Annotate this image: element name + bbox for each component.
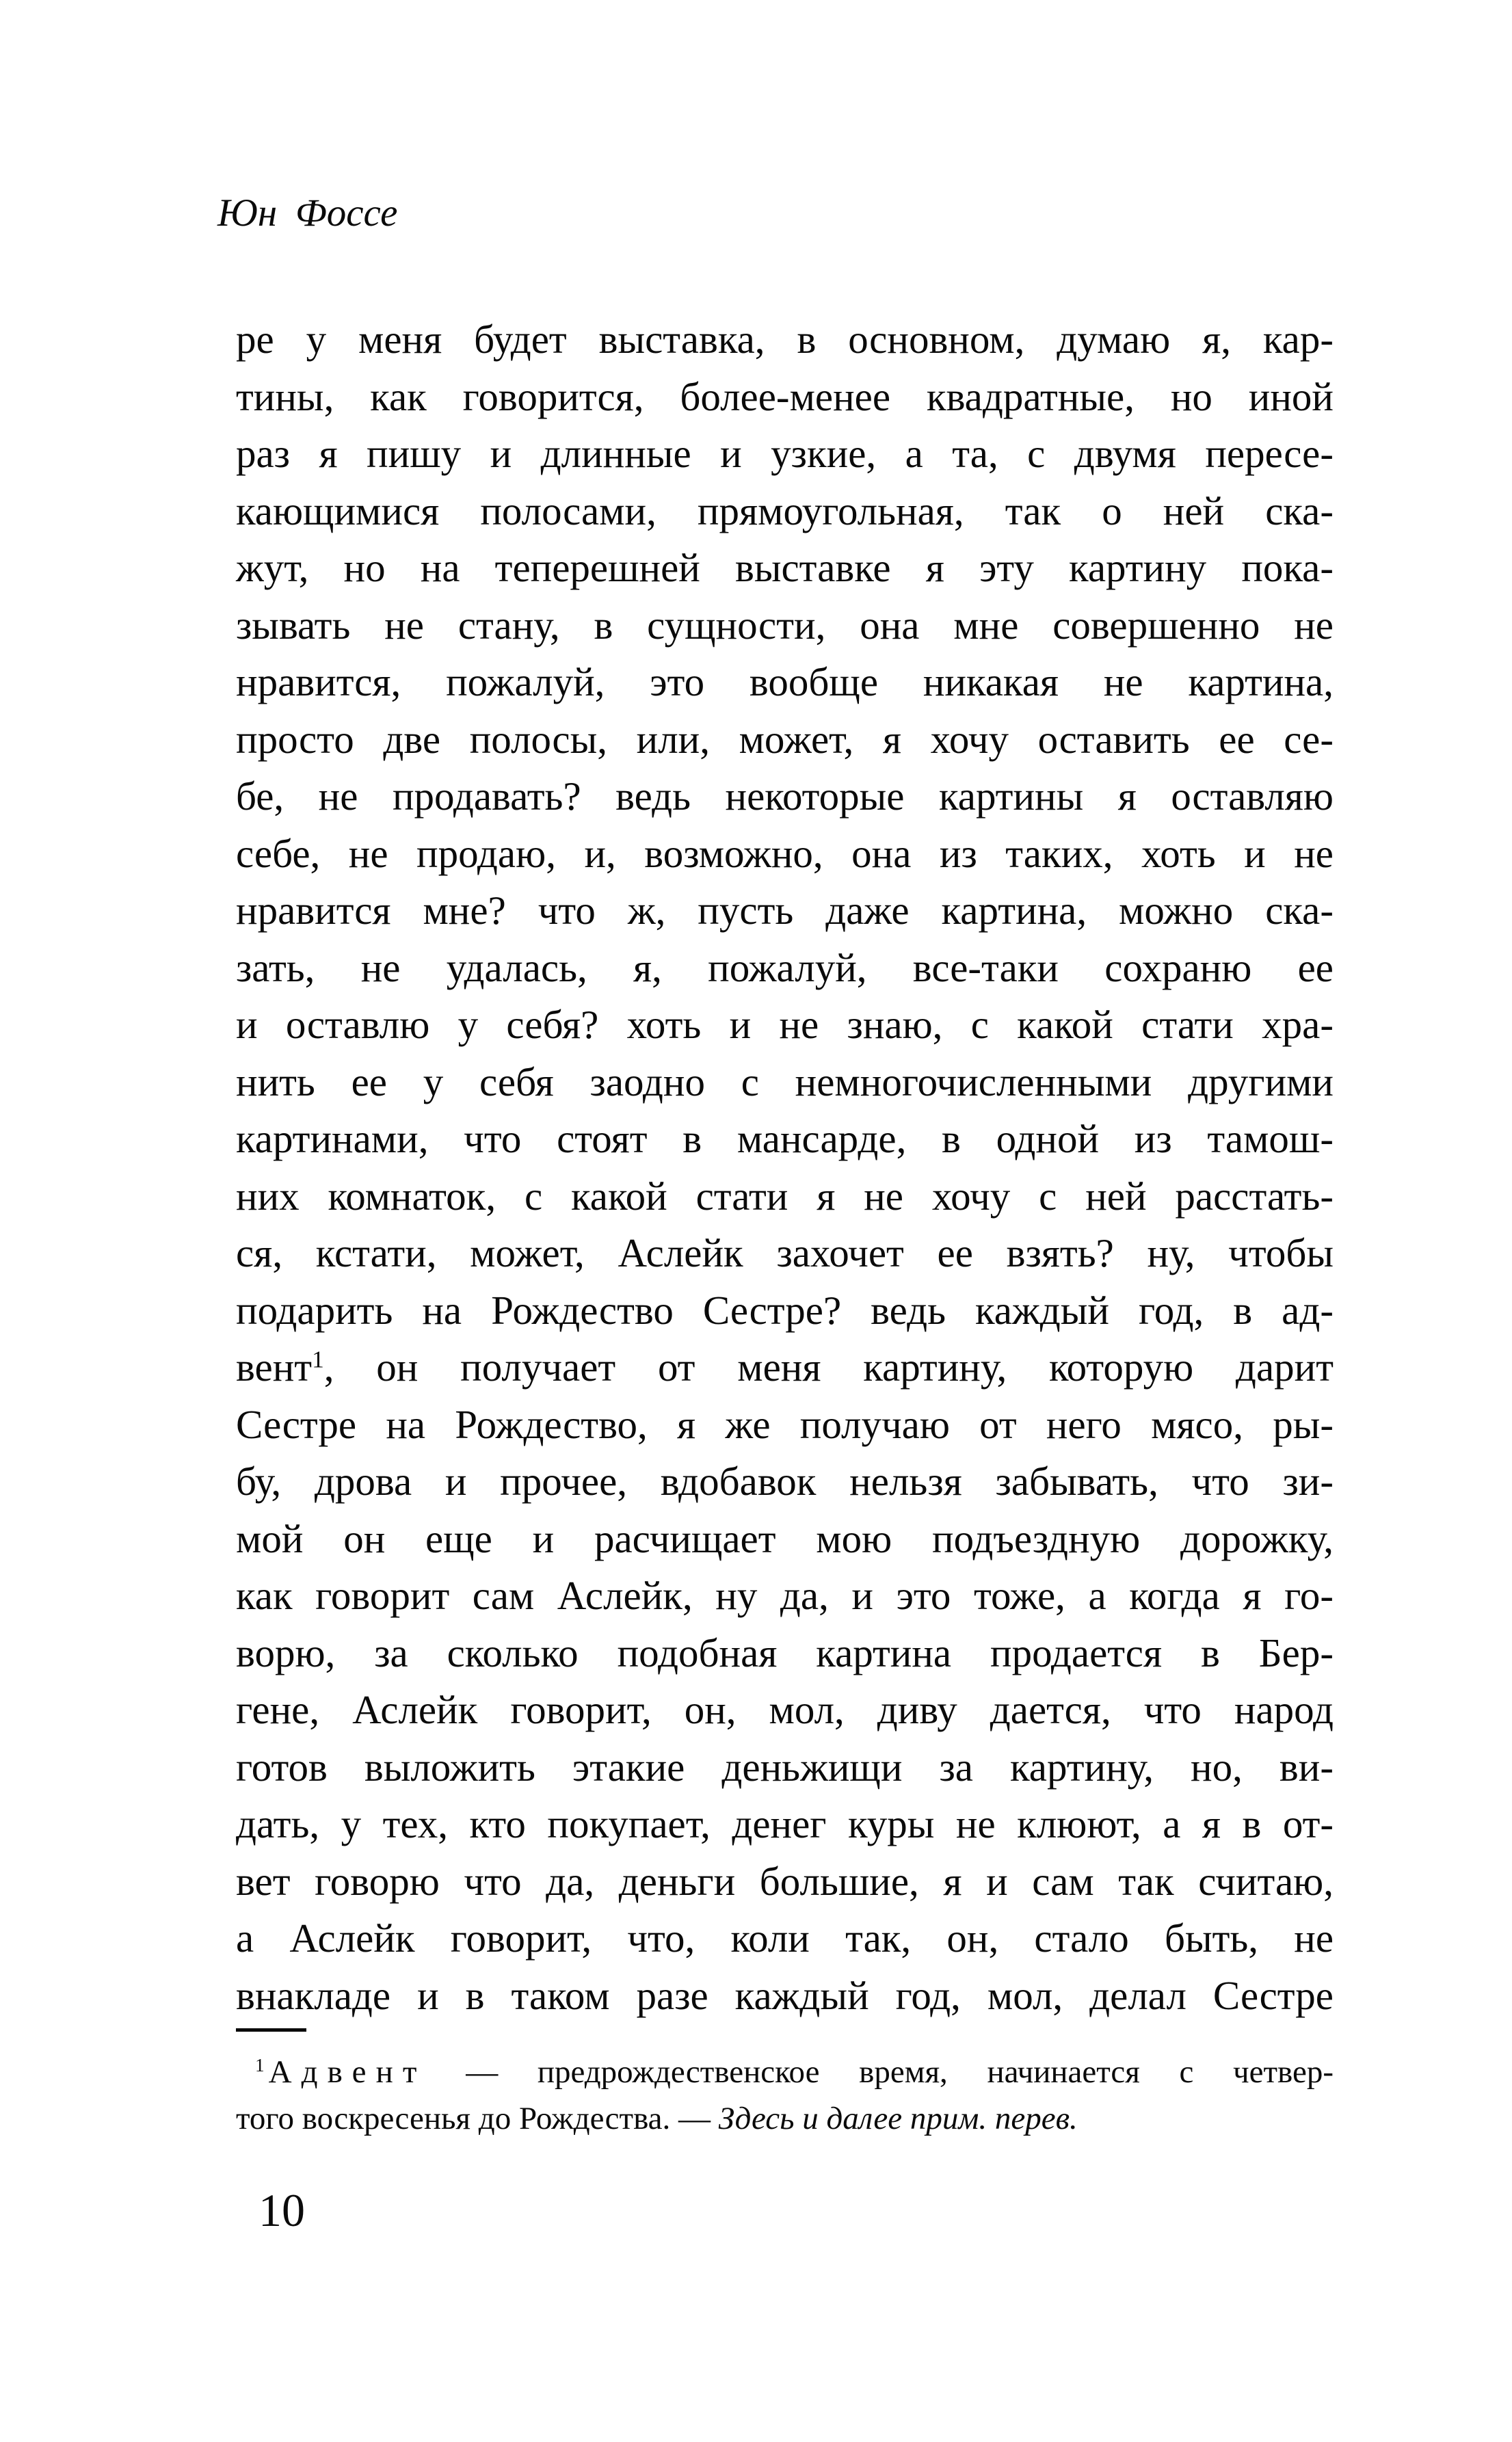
body-line: тины, как говорится, более-менее квадратные, но иной [236, 373, 1334, 419]
footnote-term: Адвент [268, 2054, 427, 2090]
body-line: ся, кстати, может, Аслейк захочет ее взять? ну, чтобы [236, 1230, 1334, 1275]
page-number: 10 [258, 2184, 305, 2236]
footnote-text: — предрождественское время, начинается с четвер- [426, 2054, 1334, 2090]
footnote-marker: 1 [255, 2054, 265, 2075]
body-line: просто две полосы, или, может, я хочу оставить ее се- [236, 716, 1334, 762]
body-line: внакладе и в таком разе каждый год, мол, делал Сестре [236, 1972, 1334, 2018]
body-line-with-footnote-ref [236, 1339, 1334, 1396]
footnote-ref-marker: 1 [312, 1345, 324, 1373]
body-line: жут, но на теперешней выставке я эту картину пока- [236, 545, 1334, 590]
body-line-text: вент [236, 1344, 313, 1390]
footnote-translator-note: Здесь и далее прим. перев. [718, 2101, 1078, 2136]
body-line: картинами, что стоят в мансарде, в одной из тамош- [236, 1116, 1334, 1161]
footnote-block [236, 2049, 1334, 2142]
body-line: бу, дрова и прочее, вдобавок нельзя забывать, что зи- [236, 1459, 1334, 1504]
body-line: гене, Аслейк говорит, он, мол, диву дается, что народ [236, 1687, 1334, 1732]
body-line: нравится, пожалуй, это вообще никакая не картина, [236, 659, 1334, 704]
body-line: них комнаток, с какой стати я не хочу с ней расстать- [236, 1173, 1334, 1219]
body-line: кающимися полосами, прямоугольная, так о ней ска- [236, 488, 1334, 533]
footnote-text: того воскресенья до Рождества. — [236, 2101, 719, 2136]
body-line: зать, не удалась, я, пожалуй, все-таки сохраню ее [236, 944, 1334, 990]
body-line-text: , он получает от меня картину, которую дарит [323, 1344, 1334, 1390]
running-header-author: Юн Фоссе [217, 191, 398, 235]
body-line: Сестре на Рождество, я же получаю от него мясо, ры- [236, 1401, 1334, 1447]
footnote-line [236, 2095, 1334, 2142]
body-line: готов выложить этакие деньжищи за картину, но, ви- [236, 1744, 1334, 1790]
body-line: бе, не продавать? ведь некоторые картины я оставляю [236, 773, 1334, 819]
body-line: себе, не продаю, и, возможно, она из таких, хоть и не [236, 830, 1334, 876]
body-line: как говорит сам Аслейк, ну да, и это тоже, а когда я го- [236, 1573, 1334, 1618]
footnote-line [236, 2049, 1334, 2095]
body-line: ре у меня будет выставка, в основном, думаю я, кар- [236, 317, 1334, 362]
body-line: зывать не стану, в сущности, она мне совершенно не [236, 602, 1334, 648]
body-line: нить ее у себя заодно с немногочисленными другими [236, 1059, 1334, 1104]
body-line: дать, у тех, кто покупает, денег куры не клюют, а я в от- [236, 1801, 1334, 1846]
body-line: вет говорю что да, деньги большие, я и сам так считаю, [236, 1858, 1334, 1904]
footnote-separator-rule [236, 2028, 306, 2032]
body-line: ворю, за сколько подобная картина продается в Бер- [236, 1630, 1334, 1675]
body-line: мой он еще и расчищает мою подъездную дорожку, [236, 1515, 1334, 1561]
body-text-block [236, 311, 1334, 2024]
body-line: а Аслейк говорит, что, коли так, он, стало быть, не [236, 1915, 1334, 1961]
body-line: и оставлю у себя? хоть и не знаю, с какой стати хра- [236, 1002, 1334, 1047]
body-line: раз я пишу и длинные и узкие, а та, с двумя пересе- [236, 431, 1334, 476]
body-line: подарить на Рождество Сестре? ведь каждый год, в ад- [236, 1287, 1334, 1333]
body-line: нравится мне? что ж, пусть даже картина, можно ска- [236, 888, 1334, 933]
